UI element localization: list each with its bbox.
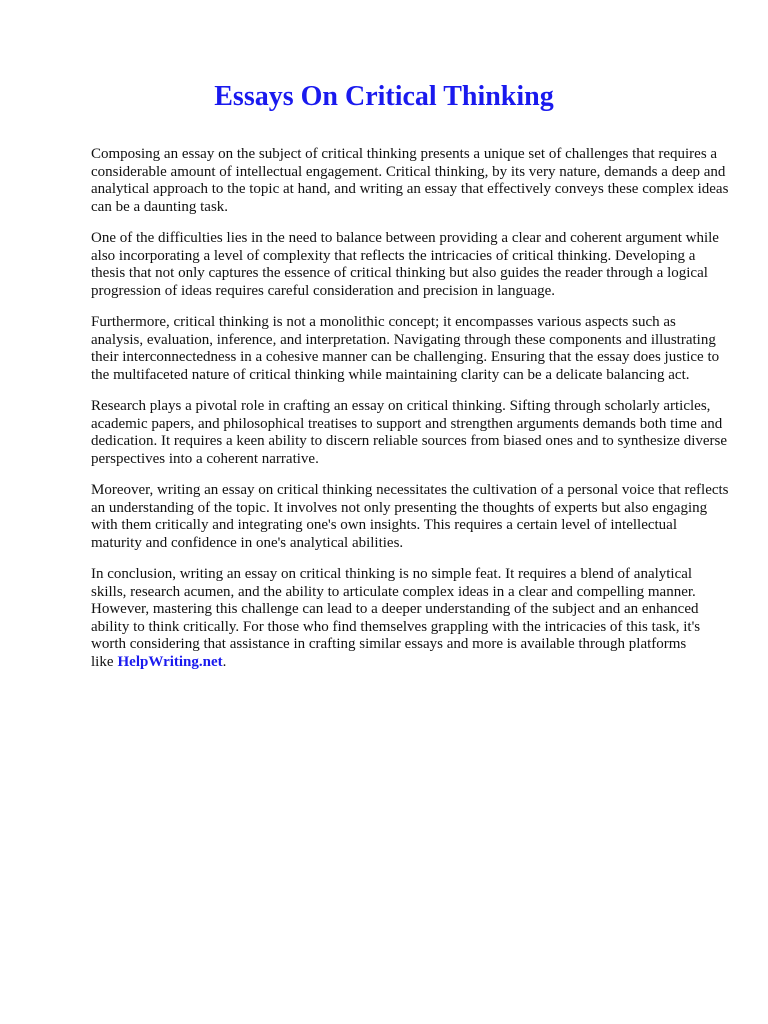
- paragraph-6-text: In conclusion, writing an essay on critical thinking is no simple feat. It requires a blend of analytical skills, research acumen, and the ability to articulate complex ideas in a clear and compelling manner. However, mastering this challenge can lead to a deeper understanding of the subject and an enhanced ability to think critically. For those who find themselves grappling with the intricacies of this task, it's worth considering that assistance in crafting similar essays and more is available through platforms like: [91, 566, 701, 670]
- paragraph-2: One of the difficulties lies in the need to balance between providing a clear and coherent argument while also incorporating a level of complexity that reflects the intricacies of critical thinking. Developing a thesis that not only captures the essence of critical thinking but also guides the reader through a logical progression of ideas requires careful consideration and precision in language.: [91, 230, 719, 299]
- essay-body: [91, 146, 731, 685]
- paragraph-6-period: .: [222, 653, 227, 670]
- paragraph-3: Furthermore, critical thinking is not a monolithic concept; it encompasses various aspects such as analysis, evaluation, inference, and interpretation. Navigating through these components and illustrating their interconnectedness in a cohesive manner can be challenging. Ensuring that the essay does justice to the multifaceted nature of critical thinking while maintaining clarity can be a delicate balancing act.: [91, 314, 720, 383]
- paragraph-6: [91, 566, 731, 671]
- helpwriting-link[interactable]: HelpWriting.net: [117, 653, 223, 670]
- page-title: Essays On Critical Thinking: [214, 81, 554, 112]
- paragraph-4: Research plays a pivotal role in crafting an essay on critical thinking. Sifting through scholarly articles, academic papers, and philosophical treatises to support and strengthen arguments demands both time and dedication. It requires a keen ability to discern reliable sources from biased ones and to synthesize diverse perspectives into a coherent narrative.: [91, 398, 728, 467]
- paragraph-5: Moreover, writing an essay on critical thinking necessitates the cultivation of a personal voice that reflects an understanding of the topic. It involves not only presenting the thoughts of experts but also engaging with them critically and integrating one's own insights. This requires a certain level of intellectual maturity and confidence in one's analytical abilities.: [91, 482, 729, 551]
- paragraph-1: Composing an essay on the subject of critical thinking presents a unique set of challenges that requires a considerable amount of intellectual engagement. Critical thinking, by its very nature, demands a deep and analytical approach to the topic at hand, and writing an essay that effectively conveys these complex ideas can be a daunting task.: [91, 146, 729, 215]
